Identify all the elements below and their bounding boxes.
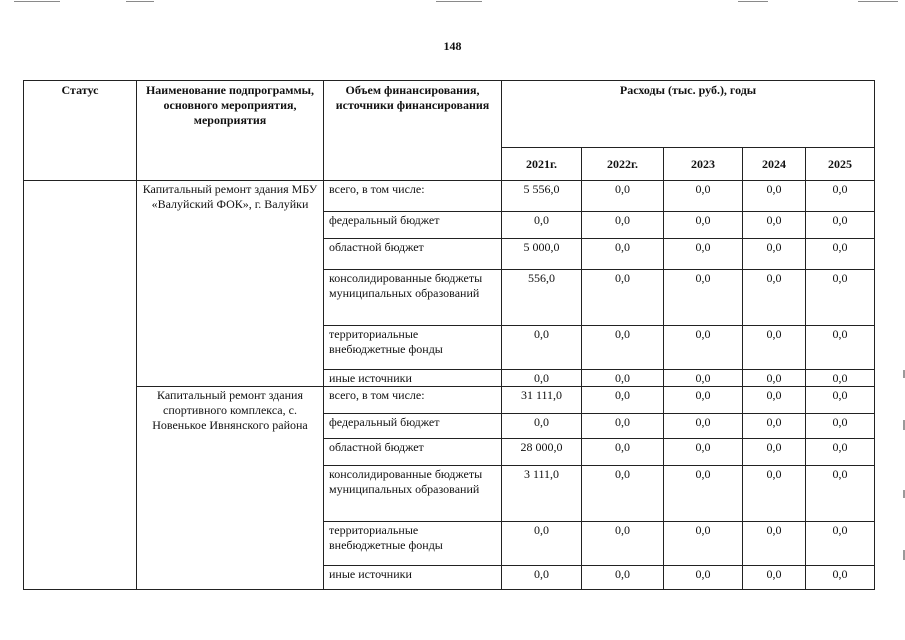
amount-cell: 0,0 bbox=[806, 414, 875, 439]
amount-cell: 556,0 bbox=[502, 270, 582, 326]
amount-cell: 0,0 bbox=[806, 566, 875, 590]
amount-cell: 0,0 bbox=[664, 387, 743, 414]
amount-cell: 0,0 bbox=[806, 370, 875, 387]
amount-cell: 0,0 bbox=[582, 239, 664, 270]
amount-cell: 0,0 bbox=[806, 466, 875, 522]
amount-cell: 0,0 bbox=[664, 326, 743, 370]
amount-cell: 0,0 bbox=[743, 387, 806, 414]
header-status: Статус bbox=[24, 81, 137, 181]
amount-cell: 0,0 bbox=[502, 414, 582, 439]
amount-cell: 0,0 bbox=[743, 270, 806, 326]
header-year: 2024 bbox=[743, 148, 806, 181]
amount-cell: 0,0 bbox=[502, 566, 582, 590]
amount-cell: 0,0 bbox=[664, 270, 743, 326]
header-year: 2023 bbox=[664, 148, 743, 181]
amount-cell: 0,0 bbox=[806, 522, 875, 566]
amount-cell: 0,0 bbox=[502, 370, 582, 387]
amount-cell: 0,0 bbox=[806, 212, 875, 239]
amount-cell: 0,0 bbox=[743, 370, 806, 387]
amount-cell: 0,0 bbox=[743, 466, 806, 522]
amount-cell: 0,0 bbox=[743, 566, 806, 590]
page-number: 148 bbox=[443, 39, 462, 53]
funding-source: территориальные внебюджетные фонды bbox=[324, 522, 502, 566]
amount-cell: 0,0 bbox=[743, 181, 806, 212]
amount-cell: 0,0 bbox=[502, 326, 582, 370]
scan-top-edge bbox=[0, 0, 905, 4]
amount-cell: 0,0 bbox=[743, 414, 806, 439]
amount-cell: 0,0 bbox=[582, 387, 664, 414]
amount-cell: 0,0 bbox=[664, 370, 743, 387]
amount-cell: 0,0 bbox=[664, 414, 743, 439]
funding-source: федеральный бюджет bbox=[324, 212, 502, 239]
amount-cell: 0,0 bbox=[806, 387, 875, 414]
amount-cell: 0,0 bbox=[743, 212, 806, 239]
funding-source: федеральный бюджет bbox=[324, 414, 502, 439]
funding-source: территориальные внебюджетные фонды bbox=[324, 326, 502, 370]
amount-cell: 0,0 bbox=[806, 239, 875, 270]
amount-cell: 0,0 bbox=[806, 270, 875, 326]
amount-cell: 0,0 bbox=[582, 270, 664, 326]
funding-source: всего, в том числе: bbox=[324, 387, 502, 414]
status-cell bbox=[24, 181, 137, 590]
amount-cell: 0,0 bbox=[664, 566, 743, 590]
amount-cell: 28 000,0 bbox=[502, 439, 582, 466]
amount-cell: 0,0 bbox=[582, 212, 664, 239]
amount-cell: 0,0 bbox=[582, 370, 664, 387]
amount-cell: 0,0 bbox=[743, 522, 806, 566]
amount-cell: 5 556,0 bbox=[502, 181, 582, 212]
header-year: 2021г. bbox=[502, 148, 582, 181]
table-body bbox=[24, 181, 875, 590]
financing-table bbox=[23, 80, 875, 590]
amount-cell: 5 000,0 bbox=[502, 239, 582, 270]
amount-cell: 3 111,0 bbox=[502, 466, 582, 522]
amount-cell: 0,0 bbox=[664, 466, 743, 522]
header-row bbox=[24, 81, 875, 148]
amount-cell: 0,0 bbox=[582, 414, 664, 439]
amount-cell: 0,0 bbox=[806, 439, 875, 466]
amount-cell: 0,0 bbox=[582, 466, 664, 522]
funding-source: всего, в том числе: bbox=[324, 181, 502, 212]
amount-cell: 0,0 bbox=[582, 566, 664, 590]
amount-cell: 31 111,0 bbox=[502, 387, 582, 414]
amount-cell: 0,0 bbox=[664, 522, 743, 566]
amount-cell: 0,0 bbox=[743, 239, 806, 270]
funding-source: областной бюджет bbox=[324, 239, 502, 270]
amount-cell: 0,0 bbox=[664, 181, 743, 212]
funding-source: консолидированные бюджеты муниципальных образований bbox=[324, 466, 502, 522]
amount-cell: 0,0 bbox=[664, 439, 743, 466]
activity-name: Капитальный ремонт здания спортивного комплекса, с. Новенькое Ивнянского района bbox=[137, 387, 324, 590]
header-year: 2025 bbox=[806, 148, 875, 181]
amount-cell: 0,0 bbox=[582, 522, 664, 566]
funding-source: консолидированные бюджеты муниципальных образований bbox=[324, 270, 502, 326]
table-row bbox=[24, 181, 875, 212]
amount-cell: 0,0 bbox=[502, 212, 582, 239]
funding-source: иные источники bbox=[324, 566, 502, 590]
funding-source: иные источники bbox=[324, 370, 502, 387]
funding-source: областной бюджет bbox=[324, 439, 502, 466]
header-expenses: Расходы (тыс. руб.), годы bbox=[502, 81, 875, 148]
amount-cell: 0,0 bbox=[743, 439, 806, 466]
amount-cell: 0,0 bbox=[664, 212, 743, 239]
amount-cell: 0,0 bbox=[582, 326, 664, 370]
activity-name: Капитальный ремонт здания МБУ «Валуйский ФОК», г. Валуйки bbox=[137, 181, 324, 387]
header-year: 2022г. bbox=[582, 148, 664, 181]
amount-cell: 0,0 bbox=[664, 239, 743, 270]
amount-cell: 0,0 bbox=[582, 181, 664, 212]
amount-cell: 0,0 bbox=[743, 326, 806, 370]
header-financing: Объем финансирования, источники финансирования bbox=[324, 81, 502, 181]
amount-cell: 0,0 bbox=[806, 181, 875, 212]
amount-cell: 0,0 bbox=[582, 439, 664, 466]
header-name: Наименование подпрограммы, основного мероприятия, мероприятия bbox=[137, 81, 324, 181]
amount-cell: 0,0 bbox=[502, 522, 582, 566]
table-row bbox=[24, 387, 875, 414]
amount-cell: 0,0 bbox=[806, 326, 875, 370]
